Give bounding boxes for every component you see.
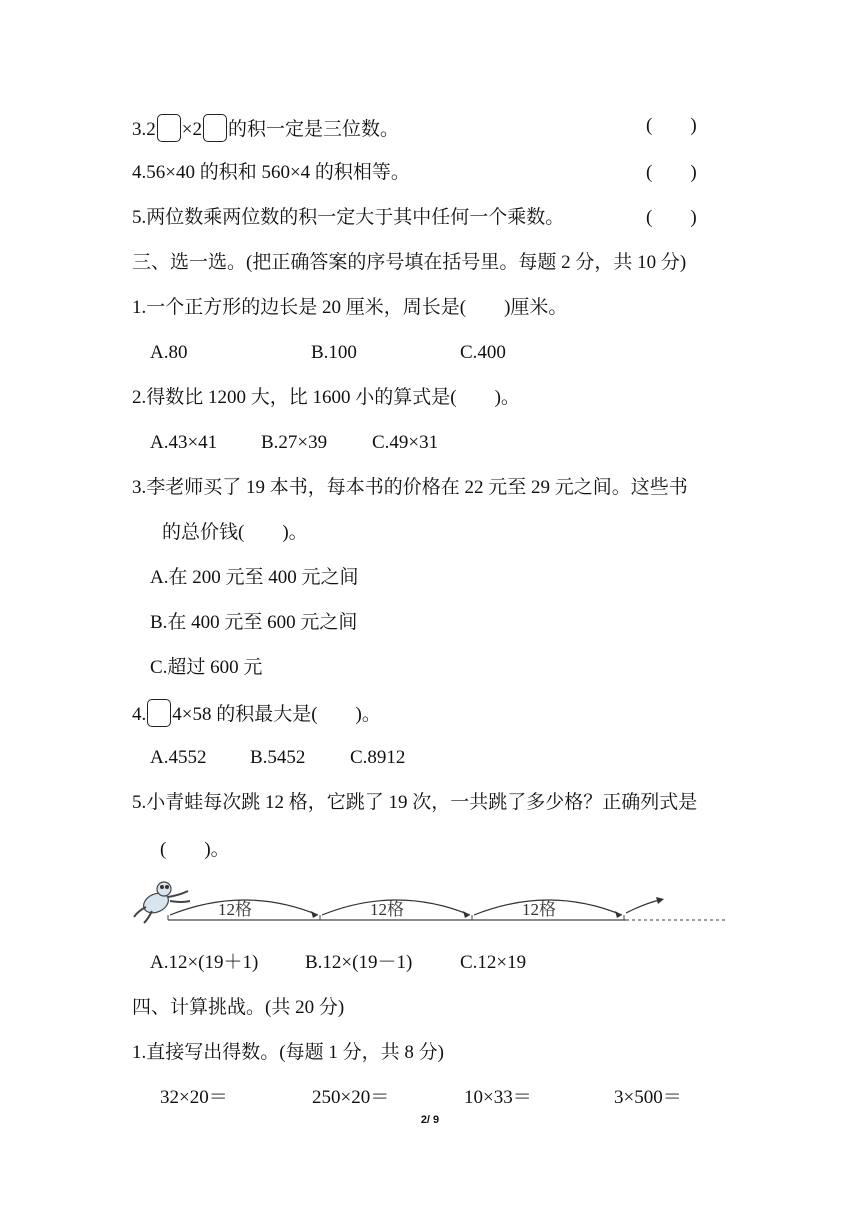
judge-q3-post: 的积一定是三位数。	[227, 119, 399, 140]
option-a: A.4552	[150, 747, 207, 768]
option-c: C.400	[460, 342, 506, 363]
option-b: B.12×(19－1)	[305, 952, 413, 973]
option-c: C.12×19	[460, 952, 527, 973]
option-b: B.100	[311, 342, 357, 363]
judge-q3-pre: 3.2	[132, 119, 156, 140]
frog-icon	[134, 882, 190, 923]
option-a: A.12×(19＋1)	[150, 952, 259, 973]
choice-question-5-continued: ( )。	[160, 839, 230, 860]
frog-jump-diagram	[130, 875, 730, 935]
option-b: B.27×39	[261, 432, 328, 453]
calc-item: 3×500＝	[614, 1087, 682, 1108]
judge-q3-mid: ×2	[181, 119, 202, 140]
digit-blank-box[interactable]	[147, 699, 171, 727]
answer-paren[interactable]: ( )	[646, 162, 697, 183]
option-b: B.5452	[250, 747, 306, 768]
choice-question-4	[132, 699, 381, 727]
jump-label: 12格	[522, 900, 556, 919]
judge-question-4: 4.56×40 的积和 560×4 的积相等。	[132, 162, 410, 183]
calc-item: 250×20＝	[312, 1087, 390, 1108]
page-number: 2/ 9	[420, 1114, 440, 1126]
choice-question-3: 3.李老师买了 19 本书，每本书的价格在 22 元至 29 元之间。这些书	[132, 477, 688, 498]
option-a: A.43×41	[150, 432, 218, 453]
option-b: B.在 400 元至 600 元之间	[150, 612, 358, 633]
option-c: C.超过 600 元	[150, 657, 263, 678]
option-a: A.80	[150, 342, 188, 363]
choice-question-1: 1.一个正方形的边长是 20 厘米，周长是( )厘米。	[132, 297, 568, 318]
choice-question-2: 2.得数比 1200 大，比 1600 小的算式是( )。	[132, 387, 520, 408]
calc-item: 32×20＝	[160, 1087, 228, 1108]
option-c: C.8912	[350, 747, 406, 768]
section-heading: 三、选一选。(把正确答案的序号填在括号里。每题 2 分，共 10 分)	[132, 252, 687, 273]
answer-paren[interactable]: ( )	[646, 115, 697, 136]
jump-label: 12格	[218, 900, 252, 919]
judge-question-5: 5.两位数乘两位数的积一定大于其中任何一个乘数。	[132, 207, 565, 228]
choice-question-3-continued: 的总价钱( )。	[162, 522, 308, 543]
answer-paren[interactable]: ( )	[646, 207, 697, 228]
option-c: C.49×31	[372, 432, 439, 453]
option-a: A.在 200 元至 400 元之间	[150, 567, 359, 588]
choice-q4-post: 4×58 的积最大是( )。	[172, 704, 381, 725]
judge-question-3	[132, 114, 399, 142]
choice-q4-pre: 4.	[132, 704, 147, 725]
jump-label: 12格	[370, 900, 404, 919]
section-heading: 四、计算挑战。(共 20 分)	[132, 997, 345, 1018]
choice-question-5: 5.小青蛙每次跳 12 格，它跳了 19 次，一共跳了多少格？正确列式是	[132, 792, 698, 813]
calc-question-1: 1.直接写出得数。(每题 1 分，共 8 分)	[132, 1042, 444, 1063]
digit-blank-box[interactable]	[157, 114, 181, 142]
calc-item: 10×33＝	[464, 1087, 532, 1108]
digit-blank-box[interactable]	[203, 114, 227, 142]
